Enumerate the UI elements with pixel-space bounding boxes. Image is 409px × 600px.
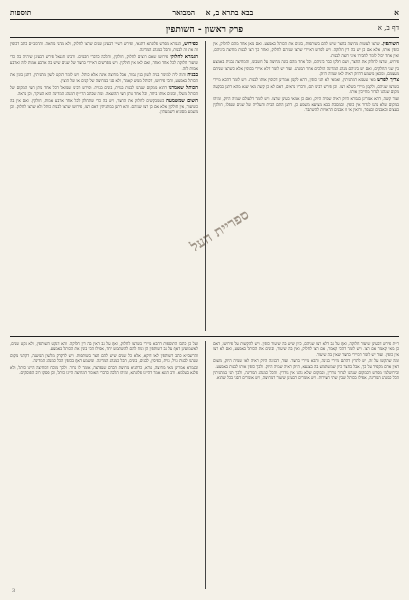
notes-paragraph: ובירושלמי מפרש דבמקום שנהגו לגדור גודרין, ובמקום שלא נהגו אין גודרין. והכל כמנהג המדינה, ולכך תני במתניתין הכל כמנהג המדינה, אפילו בכותל שבין שתי חצירות. ויש אומרים דבעינן שיעור דמחיצה, ויש אומרים דסגי בכל שהוא. [213, 370, 399, 381]
folio-mark: דף ב, א [377, 24, 399, 32]
commentary-paragraph: השותפין. שרצו לעשות מחיצה בחצר שיש להם בשותפות, בונים את הכותל באמצע. ואם מאן אחד מהם לחלוק, אין כופין אותו, אלא אם כן יש בה דין חלוקה. ויש לפרש דאיירי שרצו שניהם לחלוק, ואחר כך רצו לבנות מחיצה ביניהם, ואין אחד יכול לומר לחבירו איני רוצה לבנות. [213, 41, 399, 58]
library-stamp: ספריית העל [187, 206, 252, 255]
header-tractate [31, 8, 394, 17]
header-left-title: תוספות [10, 7, 32, 17]
page-number: 3 [12, 588, 16, 594]
commentary-paragraph: הגמרא לחלוק׳ פירושו שאם רוצים לחלוק, חולקין, והלכה כדברי חכמים. ורבינו חננאל פירש דבעינן שיהיה בה כדי שיעור חלוקה לכל אחד ואחד, ואם לאו אין חולקין. ויש מפרשים דאיירי בחצר של שנים שיש בה ארבע אמות לזה וארבע אמות לזה. [10, 53, 198, 71]
commentary-paragraph: בבניה והוה ליה למימר בניה לשון בנין גמור, אבל מחיצה אינה אלא כותל. ויש לומר דנקט לשון מתניתין, דתנן בונין את הכותל באמצע, והכי פירושו, דכותל ממש קאמר, ולא סגי במחיצה של קנים או של הוצין. [10, 72, 198, 84]
running-header [10, 6, 399, 18]
notes-column-left [10, 341, 198, 589]
notes-paragraph: ובגמרא אמרינן מאי מחיצה, גודא, כדתניא מחיצת הכרם שנפרצה, אומר לו גדור. ולכך מוכח דמחיצה היינו כותל, ולא פלגא בעלמא. ורב הונא אמר דהיינו פלוגתא, ומיהו הלכה כדברי האומר דמחיצה היינו כותל, וכן פסקו רוב הפוסקים. [10, 364, 198, 376]
notes-paragraph: והרשב"א כתב דשותפין לאו דוקא, אלא כל שנים שיש להם חצר בשותפות. ויש לדקדק מלשון המשנה, דקתני מקום שנהגו לבנות גויל, גזית, כפיסין, לבנים, בונים, הכל כמנהג המדינה. ומשמע דאף בכופין הכל כמנהג המדינה. [10, 352, 198, 364]
commentary-paragraph: הכותל שאמרנו דהוא ממקום שנהגו לבנות בגזית, בונים בגזית. ופירש רבינו שמואל דכל אחד נותן חצי המקום של הכותל משלו, ובונים אותו ביחד, וכל אחד נותן חצי ההוצאה. ומה שכתב הרי"ף דמנהג המדינה הוא העיקר, וכן נראה. [10, 84, 198, 97]
commentary-paragraph: השום שמשמעה כשמבקשים לחלוק את החצר, ויש בה כדי שתחלק לכל אחד ארבע אמות, חולקין. ואם אין בה כשיעור, אין חולקין אלא אם כן רצו שניהם. והא דתנן במתניתין דאם רצו, פירושו שרצו לבנות כותל ולא שרצו לחלוק. וכן משמע מסוגיא דשמעתין. [10, 97, 198, 115]
column-divider [205, 341, 206, 589]
section-rule [10, 336, 399, 337]
chapter-title: פרק ראשון - השותפין [165, 25, 244, 35]
column-divider [205, 41, 206, 331]
commentary-column-right [213, 41, 399, 331]
chapter-rule [10, 37, 399, 38]
commentary-column-left [10, 41, 198, 331]
notes-paragraph: ומה שהקשו על זה, יש לתרץ דהתם מיירי בגינה, והכא מיירי בחצר. ועוד, דבגינה היזק ראיה לאו שמיה היזק, משום דאין אדם מקפיד על כך, אבל בחצר כיון שמשתמש בה בצנעא, היזק ראיה שמיה היזק. ולכך כופין אותו לבנות באמצע. [213, 358, 399, 369]
commentary-paragraph: כפירוש, הגמרא מפרש פלוגתא דתנאי, ופירש רש"י דבעינן שנים שרצו לחלוק, ולא מהני מחאה. והרמב"ם כתב דכופין זה את זה לבנות, והכל כמנהג המדינה. [10, 41, 198, 53]
header-letter: א [394, 7, 399, 17]
header-center-right: המבואר [172, 7, 196, 17]
commentary-paragraph: צריך לפרש מאי טעמא דמתניתין, ואמאי לא תני כופין, דהא לקמן אמרינן דכופין אותו לבנות. ויש לומר דהכא מיירי בשרצו שניהם, ולקמן מיירי בשלא רצו. וכן פירש רבינו תם, ודבריו נראים, דאם לא כן קשה מאי שנא מהא דתנן בבקעה מקום שנהגו לגדור מחייבין אותו. [213, 77, 399, 95]
notes-paragraph: ועל כן כתבו התוספות דהכא מיירי בשרצו לחלוק, ואף על גב דאין בה דין חלוקה. והא דנקט השותפין, ולא נקט שנים, לאשמועינן דאף על גב דשותפין הן ונוח להם להשתמש יחד, אפילו הכי בונין את הכותל באמצע. [10, 341, 198, 352]
commentary-paragraph: ועוד קשה, דהא אמרינן בגמרא היזק ראיה שמיה היזק, ואם כן אמאי בעינן שרצו. ויש לומר דלעולם שמיה היזק, ומיהו במקום שלא נהגו לגדור אין כופין. ובמסכת בבא מציעא משמע כן, דתנן התם הבית והעלייה של שנים שנפלו, חולקין בעצים ובאבנים ובעפר, ורואין אי זו אבנים הראויות להשתבר. [213, 95, 399, 113]
notes-paragraph: ר"ת פירש דבעינן שיעור חלוקה, ואף על גב דלא רצו שניהם, כיון שיש בה שיעור כופין. ויש להקשות על פירושו, דאם כן מאי קאמר אם רצו. ויש לומר דהכי קאמר, אם רצו לחלוק, ואין בה שיעור, ובונים את הכותל באמצע, ואם לא רצו אין כופין. ועוד יש לומר דמיירי בחצר שאין בה שיעור. [213, 341, 399, 357]
header-rule [10, 19, 399, 20]
commentary-paragraph: פירוש, שרצו לחלוק את החצר, ושם חלקו כבר ביניהם, וכל אחד מהם בונה מחיצה על חשבונו, והמחיצה נבנית באמצע בין שני החלקים, ואם יש ביניהם מנהג המדינה הולכים אחר המנהג. ועוד יש לומר דלא איירי בכופין אלא כשרצו שניהם מעצמם, ומכאן משמע דהיזק ראיה לאו שמיה היזק. [213, 59, 399, 77]
document-page [10, 6, 399, 594]
notes-column-right [213, 341, 399, 589]
header-center-title: בבא בתרא ב, א [205, 7, 254, 17]
